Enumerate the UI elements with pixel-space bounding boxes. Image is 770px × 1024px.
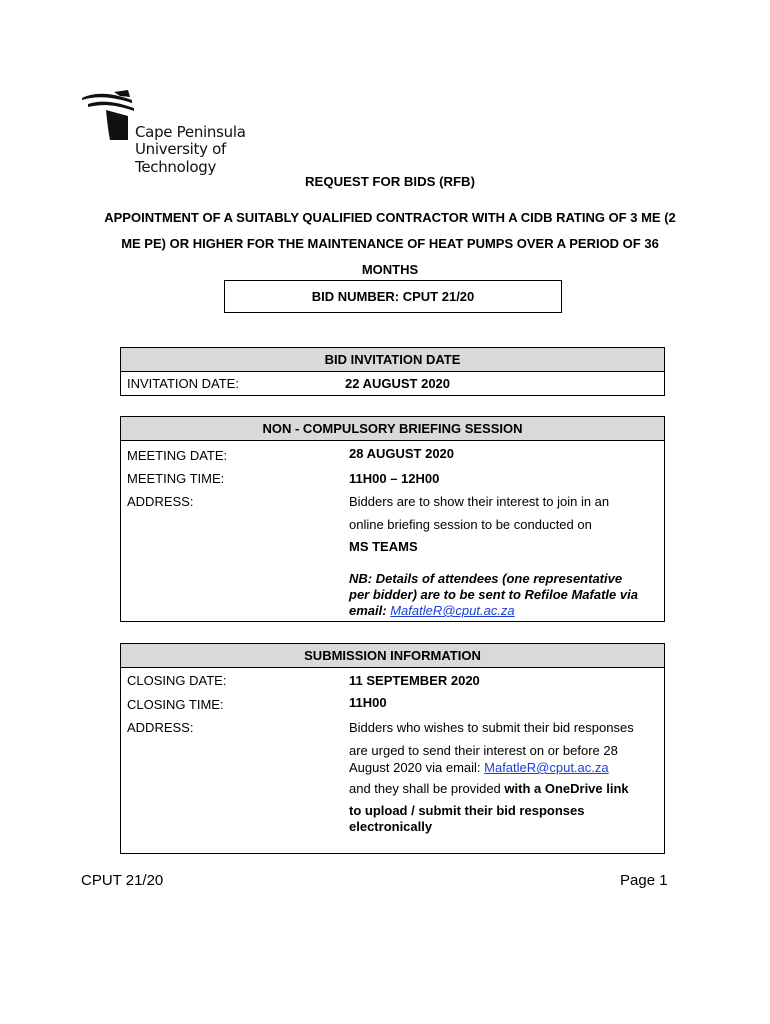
briefing-email-link[interactable]: MafatleR@cput.ac.za: [390, 603, 515, 618]
submission-onedrive-text: with a OneDrive link: [504, 781, 629, 796]
title-line: APPOINTMENT OF A SUITABLY QUALIFIED CONTRACTOR WITH A CIDB RATING OF 3 ME (2: [104, 210, 676, 225]
submission-table: [120, 643, 665, 854]
briefing-address-label: ADDRESS:: [127, 494, 194, 509]
invitation-date-label: INVITATION DATE:: [127, 376, 239, 391]
briefing-address-line: Bidders are to show their interest to join in an: [349, 494, 610, 509]
meeting-time-value: 11H00 – 12H00: [349, 471, 440, 486]
briefing-note-line: per bidder) are to be sent to Refiloe Mafatle via: [349, 587, 638, 602]
meeting-time-label: MEETING TIME:: [127, 471, 225, 486]
logo-text-line2: University of Technology: [135, 140, 226, 176]
document-heading: REQUEST FOR BIDS (RFB): [305, 174, 475, 189]
submission-address-onedrive-line: [349, 781, 659, 796]
submission-address-line: are urged to send their interest on or before 28: [349, 743, 618, 758]
footer-document-ref: CPUT 21/20: [81, 872, 164, 889]
briefing-note-line: NB: Details of attendees (one representative: [349, 571, 623, 586]
submission-onedrive-prefix: and they shall be provided: [349, 781, 505, 796]
logo-text-line1: Cape Peninsula: [135, 123, 246, 141]
invitation-row: [121, 372, 664, 396]
submission-address-line: to upload / submit their bid responses: [349, 803, 585, 818]
submission-address-label: ADDRESS:: [127, 720, 194, 735]
meeting-date-label: MEETING DATE:: [127, 448, 228, 463]
title-line: ME PE) OR HIGHER FOR THE MAINTENANCE OF HEAT PUMPS OVER A PERIOD OF 36: [121, 236, 659, 251]
briefing-table: [120, 416, 665, 622]
invitation-date-value: 22 AUGUST 2020: [345, 376, 451, 391]
briefing-note-email-line: [349, 603, 659, 618]
submission-body: [121, 668, 664, 854]
submission-address-line: electronically: [349, 819, 433, 834]
closing-time-value: 11H00: [349, 695, 387, 710]
invitation-table-header: BID INVITATION DATE: [121, 348, 664, 372]
document-title: [76, 205, 704, 283]
meeting-date-value: 28 AUGUST 2020: [349, 446, 455, 461]
briefing-platform: MS TEAMS: [349, 539, 418, 554]
submission-address-line: Bidders who wishes to submit their bid responses: [349, 720, 634, 735]
briefing-address-line: online briefing session to be conducted on: [349, 517, 592, 532]
cput-logo: [80, 90, 310, 176]
invitation-table: [120, 347, 665, 396]
submission-address-email-line: [349, 760, 659, 775]
cput-logo-mark: [80, 90, 140, 142]
submission-email-prefix: August 2020 via email:: [349, 760, 485, 775]
closing-date-value: 11 SEPTEMBER 2020: [349, 673, 480, 688]
bid-number-box: BID NUMBER: CPUT 21/20: [224, 280, 562, 313]
submission-table-header: SUBMISSION INFORMATION: [121, 644, 664, 668]
title-line: MONTHS: [361, 262, 419, 277]
briefing-email-prefix: email:: [349, 603, 391, 618]
footer-page-number: Page 1: [620, 872, 668, 889]
briefing-body: [121, 441, 664, 621]
briefing-table-header: NON - COMPULSORY BRIEFING SESSION: [121, 417, 664, 441]
submission-email-link[interactable]: MafatleR@cput.ac.za: [484, 760, 609, 775]
closing-date-label: CLOSING DATE:: [127, 673, 227, 688]
closing-time-label: CLOSING TIME:: [127, 697, 224, 712]
